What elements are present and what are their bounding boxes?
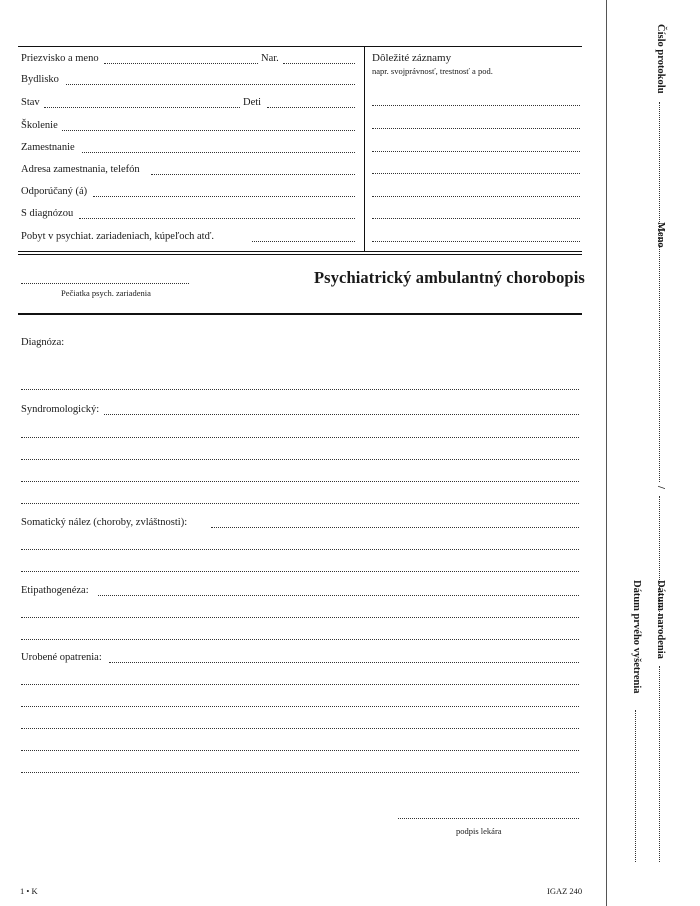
important-records-hint: napr. svojprávnosť, trestnosť a pod. — [372, 66, 493, 76]
protocol-number-label: Číslo protokolu — [655, 24, 666, 94]
birth-label: Nar. — [261, 53, 279, 64]
footer-form-code: IGAZ 240 — [547, 886, 583, 896]
children-label: Deti — [243, 97, 262, 108]
with-diagnosis-label: S diagnózou — [21, 208, 74, 219]
referred-label: Odporúčaný (á) — [21, 186, 88, 197]
employer-address-field[interactable] — [151, 174, 355, 175]
syndromological-label: Syndromologický: — [21, 404, 100, 415]
measures-line[interactable] — [21, 750, 579, 751]
employer-address-label: Adresa zamestnania, telefón — [21, 164, 140, 175]
signature-line[interactable] — [398, 818, 579, 819]
form-middle-divider — [364, 46, 365, 252]
syndromological-line[interactable] — [21, 459, 579, 460]
etiopathogenesis-line[interactable] — [21, 617, 579, 618]
referred-field[interactable] — [93, 196, 355, 197]
employment-label: Zamestnanie — [21, 142, 75, 153]
birth-field[interactable] — [283, 63, 355, 64]
syndromological-line[interactable] — [21, 503, 579, 504]
first-exam-date-label: Dátum prvého vyšetrenia — [631, 580, 642, 694]
etiopathogenesis-line[interactable] — [98, 595, 579, 596]
measures-line[interactable] — [21, 728, 579, 729]
measures-line[interactable] — [21, 772, 579, 773]
stays-field[interactable] — [252, 241, 355, 242]
title-underline — [18, 313, 582, 315]
form-top-line — [18, 46, 582, 47]
children-field[interactable] — [267, 107, 355, 108]
important-line[interactable] — [372, 173, 580, 174]
measures-label: Urobené opatrenia: — [21, 652, 102, 663]
surname-name-label: Priezvisko a meno — [21, 53, 99, 64]
education-label: Školenie — [21, 120, 58, 131]
stays-label: Pobyt v psychiat. zariadeniach, kúpeľoch atď. — [21, 231, 214, 242]
somatic-finding-line[interactable] — [211, 527, 579, 528]
stamp-line[interactable] — [21, 283, 189, 284]
protocol-number-field[interactable] — [659, 102, 660, 482]
important-line[interactable] — [372, 196, 580, 197]
syndromological-line[interactable] — [104, 414, 579, 415]
form-bottom-line-second — [18, 254, 582, 255]
birth-date-field[interactable] — [659, 666, 660, 862]
surname-name-field[interactable] — [104, 63, 258, 64]
important-line[interactable] — [372, 218, 580, 219]
syndromological-line[interactable] — [21, 437, 579, 438]
residence-label: Bydlisko — [21, 74, 59, 85]
somatic-finding-line[interactable] — [21, 571, 579, 572]
birth-date-label: Dátum narodenia — [655, 580, 666, 659]
side-strip-border — [606, 0, 607, 906]
employment-field[interactable] — [82, 152, 355, 153]
important-line[interactable] — [372, 105, 580, 106]
important-records-title: Dôležité záznamy — [372, 52, 452, 64]
etiopathogenesis-label: Etipathogenéza: — [21, 585, 89, 596]
first-exam-date-field[interactable] — [635, 710, 636, 862]
footer-left-code: 1 • K — [20, 886, 38, 896]
form-bottom-line-top — [18, 251, 582, 252]
education-field[interactable] — [62, 130, 355, 131]
measures-line[interactable] — [109, 662, 579, 663]
diagnosis-label: Diagnóza: — [21, 337, 65, 348]
protocol-slash: / — [655, 486, 666, 489]
marital-status-label: Stav — [21, 97, 40, 108]
marital-status-field[interactable] — [44, 107, 240, 108]
document-title: Psychiatrický ambulantný chorobopis — [314, 268, 585, 287]
name-label: Meno — [655, 222, 666, 248]
measures-line[interactable] — [21, 706, 579, 707]
stamp-label: Pečiatka psych. zariadenia — [61, 288, 151, 298]
important-line[interactable] — [372, 128, 580, 129]
important-line[interactable] — [372, 241, 580, 242]
syndromological-line[interactable] — [21, 481, 579, 482]
somatic-finding-label: Somatický nález (choroby, zvláštnosti): — [21, 517, 188, 528]
residence-field[interactable] — [66, 84, 355, 85]
with-diagnosis-field[interactable] — [79, 218, 355, 219]
measures-line[interactable] — [21, 684, 579, 685]
somatic-finding-line[interactable] — [21, 549, 579, 550]
etiopathogenesis-line[interactable] — [21, 639, 579, 640]
signature-label: podpis lekára — [456, 826, 502, 836]
important-line[interactable] — [372, 151, 580, 152]
diagnosis-line[interactable] — [21, 389, 579, 390]
